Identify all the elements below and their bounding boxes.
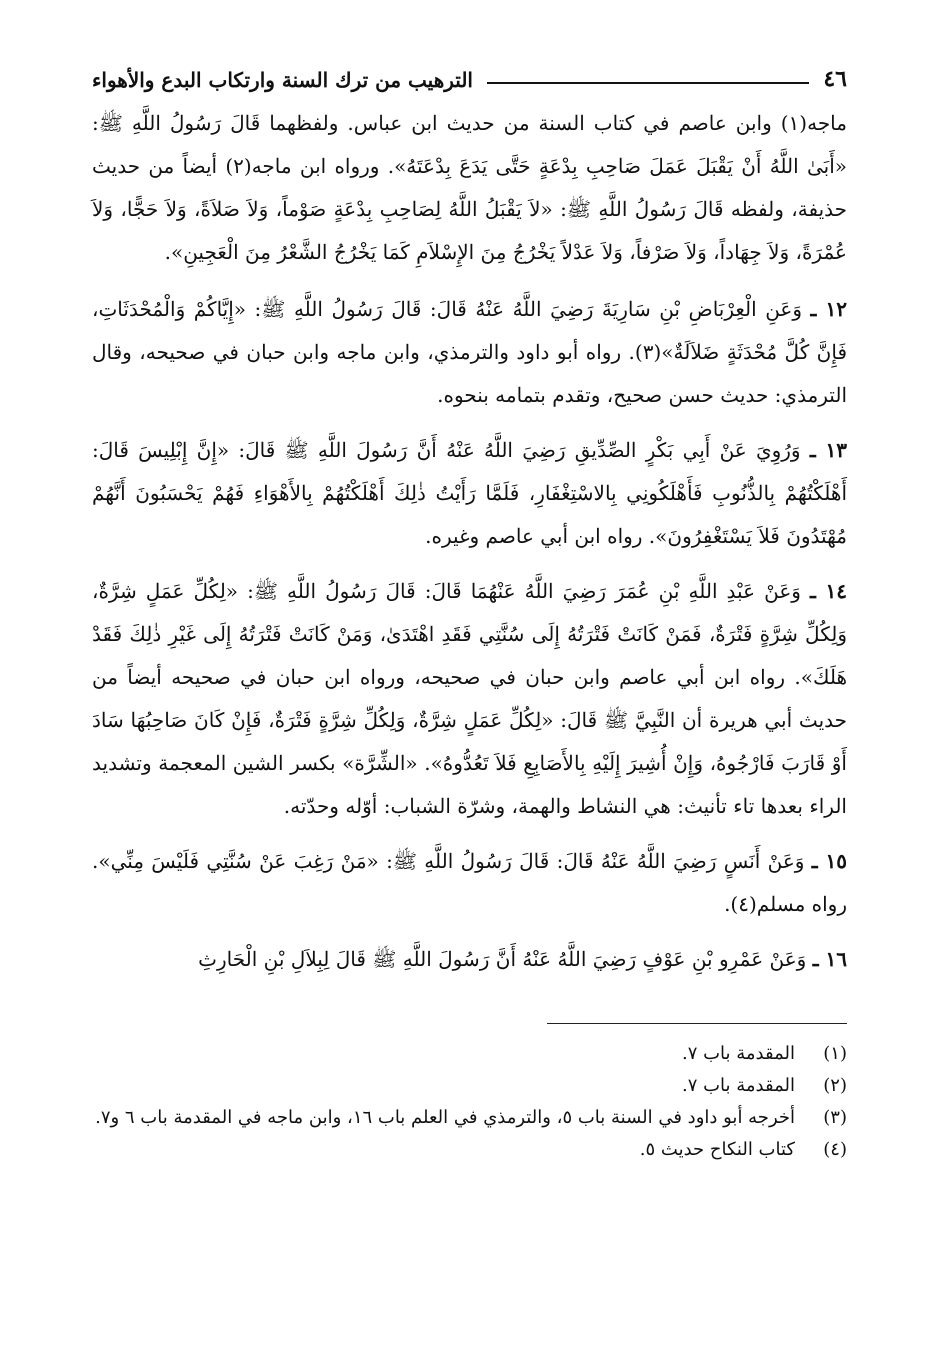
footnote-marker: (٤) — [823, 1139, 847, 1160]
footnote-text: المقدمة باب ٧. — [681, 1043, 795, 1064]
footnote-item — [92, 1102, 847, 1134]
paragraph-continuation — [92, 102, 847, 274]
page-header — [92, 52, 847, 92]
hadith-13 — [92, 429, 847, 558]
header-rule — [487, 82, 809, 84]
paragraph-text: وَعَنْ عَمْرِو بْنِ عَوْفٍ رَضِيَ اللَّهُ عَنْهُ أَنَّ رَسُولَ اللَّهِ ﷺ قَالَ لِبِلاَلِ بْنِ الْحَارِثِ — [198, 947, 807, 971]
hadith-12 — [92, 288, 847, 417]
page-number: ٤٦ — [823, 66, 847, 92]
paragraph-text: وَعَنْ أَنَسٍ رَضِيَ اللَّهُ عَنْهُ قَالَ: قَالَ رَسُولُ اللَّهِ ﷺ: «مَنْ رَغِبَ عَنْ سُنَّتِي فَلَيْسَ مِنِّي». رواه مسلم(٤). — [92, 849, 847, 916]
hadith-number: ١٣ ـ — [809, 438, 848, 462]
running-title: الترهيب من ترك السنة وارتكاب البدع والأهواء — [92, 68, 473, 92]
paragraph-text: ماجه(١) وابن عاصم في كتاب السنة من حديث ابن عباس. ولفظهما قَالَ رَسُولُ اللَّهِ ﷺ: «أَبَىٰ اللَّهُ أَنْ يَقْبَلَ عَمَلَ صَاحِبِ بِدْعَةٍ حَتَّى يَدَعَ بِدْعَتَهُ». ورواه ابن ماجه(٢) أيضاً من حديث حذيفة، ولفظه قَالَ رَسُولُ اللَّهِ ﷺ: «لاَ يَقْبَلُ اللَّهُ لِصَاحِبِ بِدْعَةٍ صَوْماً، وَلاَ صَلاَةً، وَلاَ حَجًّا، وَلاَ عُمْرَةً، وَلاَ جِهَاداً، وَلاَ صَرْفاً، وَلاَ عَدْلاً يَخْرُجُ مِنَ الإِسْلاَمِ كَمَا يَخْرُجُ الشَّعْرُ مِنَ الْعَجِينِ». — [92, 111, 847, 264]
hadith-14 — [92, 570, 847, 828]
paragraph-text: وَعَنِ الْعِرْبَاضِ بْنِ سَارِيَةَ رَضِيَ اللَّهُ عَنْهُ قَالَ: قَالَ رَسُولُ اللَّهِ ﷺ: «إِيَّاكُمْ وَالْمُحْدَثَاتِ، فَإِنَّ كُلَّ مُحْدَثَةٍ ضَلاَلَةٌ»(٣). رواه أبو داود والترمذي، وابن ماجه وابن حبان في صحيحه، وقال الترمذي: حديث حسن صحيح، وتقدم بتمامه بنحوه. — [92, 297, 847, 407]
body-text — [92, 102, 847, 981]
paragraph-text: وَرُوِيَ عَنْ أَبِي بَكْرٍ الصِّدِّيقِ رَضِيَ اللَّهُ عَنْهُ أَنَّ رَسُولَ اللَّهِ ﷺ قَالَ: «إِنَّ إِبْلِيسَ قَالَ: أَهْلَكْتُهُمْ بِالذُّنُوبِ فَأَهْلَكُونِي بِالاسْتِغْفَارِ، فَلَمَّا رَأَيْتُ ذٰلِكَ أَهْلَكْتُهُمْ بِالأَهْوَاءِ فَهُمْ يَحْسَبُونَ أَنَّهُمْ مُهْتَدُونَ فَلاَ يَسْتَغْفِرُونَ». رواه ابن أبي عاصم وغيره. — [92, 438, 847, 548]
footnotes — [92, 1038, 847, 1166]
footnote-marker: (٣) — [823, 1107, 847, 1128]
footnote-item — [92, 1038, 847, 1070]
footnote-text: المقدمة باب ٧. — [681, 1075, 795, 1096]
hadith-15 — [92, 840, 847, 926]
footnote-text: أخرجه أبو داود في السنة باب ٥، والترمذي في العلم باب ١٦، وابن ماجه في المقدمة باب ٦ و٧. — [95, 1107, 795, 1128]
footnote-marker: (١) — [823, 1043, 847, 1064]
footnote-item — [92, 1070, 847, 1102]
hadith-number: ١٤ ـ — [810, 579, 848, 603]
hadith-number: ١٥ ـ — [811, 849, 847, 873]
footnote-item — [92, 1134, 847, 1166]
hadith-number: ١٦ ـ — [812, 947, 847, 971]
paragraph-text: وَعَنْ عَبْدِ اللَّهِ بْنِ عُمَرَ رَضِيَ اللَّهُ عَنْهُمَا قَالَ: قَالَ رَسُولُ اللَّهِ ﷺ: «لِكُلِّ عَمَلٍ شِرَّةٌ، وَلِكُلِّ شِرَّةٍ فَتْرَةٌ، فَمَنْ كَانَتْ فَتْرَتُهُ إِلَى سُنَّتِي فَقَدِ اهْتَدَىٰ، وَمَنْ كَانَتْ فَتْرَتُهُ إِلَى غَيْرِ ذٰلِكَ فَقَدْ هَلَكَ». رواه ابن أبي عاصم وابن حبان في صحيحه، ورواه ابن حبان في صحيحه أيضاً من حديث أبي هريرة أن النَّبِيَّ ﷺ قَالَ: «لِكُلِّ عَمَلٍ شِرَّةٌ، وَلِكُلِّ شِرَّةٍ فَتْرَةٌ، فَإِنْ كَانَ صَاحِبُهَا سَادَ أَوْ قَارَبَ فَارْجُوهُ، وَإِنْ أُشِيرَ إِلَيْهِ بِالأَصَابِعِ فَلاَ تَعُدُّوهُ». «الشِّرَّة» بكسر الشين المعجمة وتشديد الراء بعدها تاء تأنيث: هي النشاط والهمة، وشرّة الشباب: أوّله وحدّته. — [92, 579, 847, 818]
hadith-16 — [92, 938, 847, 981]
footnote-separator — [547, 1023, 847, 1024]
footnote-text: كتاب النكاح حديث ٥. — [639, 1139, 795, 1160]
hadith-number: ١٢ ـ — [810, 297, 848, 321]
footnote-marker: (٢) — [823, 1075, 847, 1096]
